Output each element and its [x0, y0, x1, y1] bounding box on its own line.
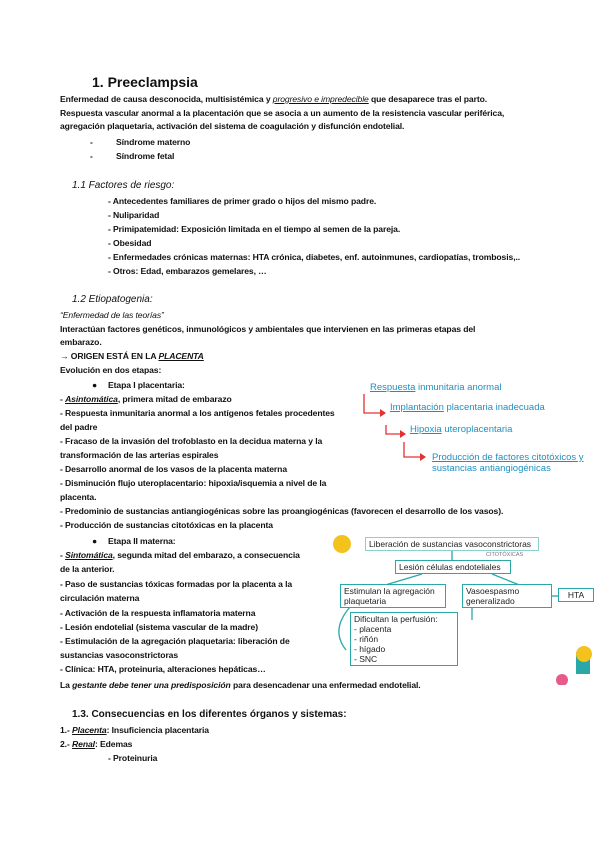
stage1-item — [60, 394, 232, 405]
risk-item: - Antecedentes familiares de primer grado o hijos del mismo padre. — [108, 196, 377, 206]
risk-item: - Enfermedades crónicas maternas: HTA crónica, diabetes, enf. autoinmunes, cardiopatías, trombosis,.. — [108, 252, 521, 262]
stage1-item: - Respuesta inmunitaria anormal a los antígenos fetales procedentes — [60, 408, 335, 418]
yellow-circle-decor — [576, 646, 592, 662]
consequence-item — [60, 725, 209, 736]
consequence-text: : Edemas — [94, 739, 133, 749]
consequence-text: : Insuficiencia placentaria — [106, 725, 209, 735]
stage2-dash: - — [60, 550, 66, 560]
predisposition-emphasis: gestante debe tener una predisposición — [72, 680, 231, 690]
consequence-subitem: - Proteinuria — [108, 753, 158, 763]
node-dificultan — [350, 612, 458, 666]
stage2-item: - Lesión endotelial (sistema vascular de la madre) — [60, 622, 258, 632]
stage2-item: de la anterior. — [60, 564, 115, 574]
node-liberacion — [365, 537, 539, 551]
etio-quote: “Enfermedad de las teorías” — [60, 310, 164, 320]
stage2-item: - Activación de la respuesta inflamatoria materna — [60, 608, 256, 618]
arrow-connector — [404, 442, 420, 457]
organ-item: - placenta — [354, 624, 392, 634]
stage1-dash: - — [60, 394, 66, 404]
intro-line-3: agregación plaquetaria, activación del sistema de coagulación y disfunción endotelial. — [60, 121, 405, 131]
stage2-item: - Clínica: HTA, proteinuria, alteraciones hepáticas… — [60, 664, 266, 674]
consequence-organ: Renal — [72, 739, 95, 749]
origin-text: → ORIGEN ESTÁ EN LA — [60, 351, 159, 361]
node-text: generalizado — [466, 596, 515, 606]
connector-curve — [339, 607, 350, 650]
evolution-line: Evolución en dos etapas: — [60, 365, 162, 375]
cascade-node-1 — [370, 382, 502, 393]
stage2-item — [60, 550, 300, 561]
section-heading-consequences: 1.3. Consecuencias en los diferentes órganos y sistemas: — [72, 709, 347, 720]
bullet-icon: ● — [92, 536, 98, 546]
stage1-item: placenta. — [60, 492, 97, 502]
stage-1-heading: Etapa I placentaria: — [108, 380, 185, 390]
consequence-number: 2.- — [60, 739, 73, 749]
arrow-head — [400, 430, 406, 438]
cascade-node-2 — [390, 402, 545, 413]
node-annotation: CITOTÓXICAS — [486, 552, 524, 558]
node-estimulan — [340, 584, 446, 608]
arrow-head — [380, 409, 386, 417]
stage1-item: transformación de las arterias espirales — [60, 450, 219, 460]
pink-circle-decor — [556, 674, 568, 685]
syndrome-item: - Síndrome materno — [90, 137, 191, 147]
risk-item: - Nuliparidad — [108, 210, 160, 220]
stage1-item: - Fracaso de la invasión del trofoblasto en la decidua materna y la — [60, 436, 323, 446]
intro-line-1 — [60, 94, 487, 105]
page-title: 1. Preeclampsia — [92, 74, 198, 90]
node-text: Dificultan la perfusión: — [354, 614, 438, 624]
arrow-connector — [364, 394, 380, 413]
etio-line-1: Interactúan factores genéticos, inmunológicos y ambientales que intervienen en las primeras etapas del — [60, 324, 476, 334]
intro-line-2: Respuesta vascular anormal a la placentación que se asocia a un aumento de la resistencia vascular periférica, — [60, 108, 505, 118]
cascade-node-4b: sustancias antiangiogénicas — [432, 463, 551, 474]
node-text: plaquetaria — [344, 596, 387, 606]
stage1-item: - Producción de sustancias citotóxicas en la placenta — [60, 520, 273, 530]
stage1-item: - Desarrollo anormal de los vasos de la placenta materna — [60, 464, 287, 474]
section-heading-etio: 1.2 Etiopatogenia: — [72, 294, 153, 305]
node-text: Lesión células endoteliales — [399, 562, 501, 572]
cascade-node-text: placentaria inadecuada — [443, 402, 545, 413]
cascade-node-text: inmunitaria anormal — [415, 382, 502, 393]
stage-2-heading: Etapa II materna: — [108, 536, 176, 546]
cascade-node-keyword: Hipoxia — [410, 424, 442, 435]
etio-line-2: embarazo. — [60, 337, 102, 347]
syndrome-label: Síndrome fetal — [116, 151, 175, 161]
consequence-number: 1.- — [60, 725, 73, 735]
origin-placenta: PLACENTA — [158, 351, 204, 361]
intro-text: Enfermedad de causa desconocida, multisistémica y — [60, 94, 273, 104]
stage2-emphasis: Sintomática — [65, 550, 113, 560]
node-text: Vasoespasmo — [466, 586, 520, 596]
cascade-node-text: uteroplacentaria — [441, 424, 513, 435]
node-lesion — [395, 560, 511, 574]
stage1-item: - Disminución flujo uteroplacentario: hipoxia/isquemia a nivel de la — [60, 478, 327, 488]
node-hta — [558, 588, 594, 602]
predisposition-text-end: para desencadenar una enfermedad endotelial. — [230, 680, 421, 690]
node-text: Liberación de sustancias vasoconstrictoras — [369, 539, 532, 549]
stage2-item: - Paso de sustancias tóxicas formadas por la placenta a la — [60, 579, 293, 589]
cascade-node-keyword: Implantación — [390, 402, 444, 413]
organ-item: - riñón — [354, 634, 379, 644]
cascade-node-keyword: Respuesta — [370, 382, 416, 393]
consequence-item — [60, 739, 132, 750]
organ-item: - hígado — [354, 644, 386, 654]
syndrome-item: - Síndrome fetal — [90, 151, 175, 161]
stage1-emphasis: Asintomática — [65, 394, 118, 404]
predisposition-text: La — [60, 680, 73, 690]
stage1-item: - Predominio de sustancias antiangiogénicas sobre las proangiogénicas (favorecen el desarrollo de los vasos). — [60, 506, 504, 516]
arrow-head — [420, 453, 426, 461]
stage2-item: circulación materna — [60, 593, 140, 603]
node-vasoespasmo — [462, 584, 552, 608]
organ-item: - SNC — [354, 654, 378, 664]
consequence-organ: Placenta — [72, 725, 107, 735]
arrow-connector — [386, 425, 400, 434]
intro-text-end: que desaparece tras el parto. — [368, 94, 488, 104]
section-heading-risk: 1.1 Factores de riesgo: — [72, 180, 175, 191]
stage2-text: , segunda mitad del embarazo, a consecuencia — [112, 550, 300, 560]
origin-line — [60, 351, 204, 362]
node-text: HTA — [567, 590, 585, 600]
cascade-node-keyword: Producción de factores citotóxicos y — [432, 452, 584, 463]
risk-item: - Obesidad — [108, 238, 152, 248]
risk-item: - Otros: Edad, embarazos gemelares, … — [108, 266, 267, 276]
stage2-item: sustancias vasoconstrictoras — [60, 650, 179, 660]
bullet-icon: ● — [92, 380, 98, 390]
syndrome-label: Síndrome materno — [116, 137, 191, 147]
intro-emphasis: progresivo e impredecible — [272, 94, 369, 104]
stage2-item: - Estimulación de la agregación plaquetaria: liberación de — [60, 636, 290, 646]
cascade-node-3 — [410, 424, 512, 435]
risk-item: - Primipatemidad: Exposición limitada en el tiempo al semen de la pareja. — [108, 224, 401, 234]
yellow-circle-decor — [333, 535, 351, 553]
stage1-text: , primera mitad de embarazo — [117, 394, 232, 404]
node-text: Estimulan la agregación — [344, 586, 435, 596]
cascade-node-4 — [432, 452, 584, 463]
stage1-item: del padre — [60, 422, 98, 432]
